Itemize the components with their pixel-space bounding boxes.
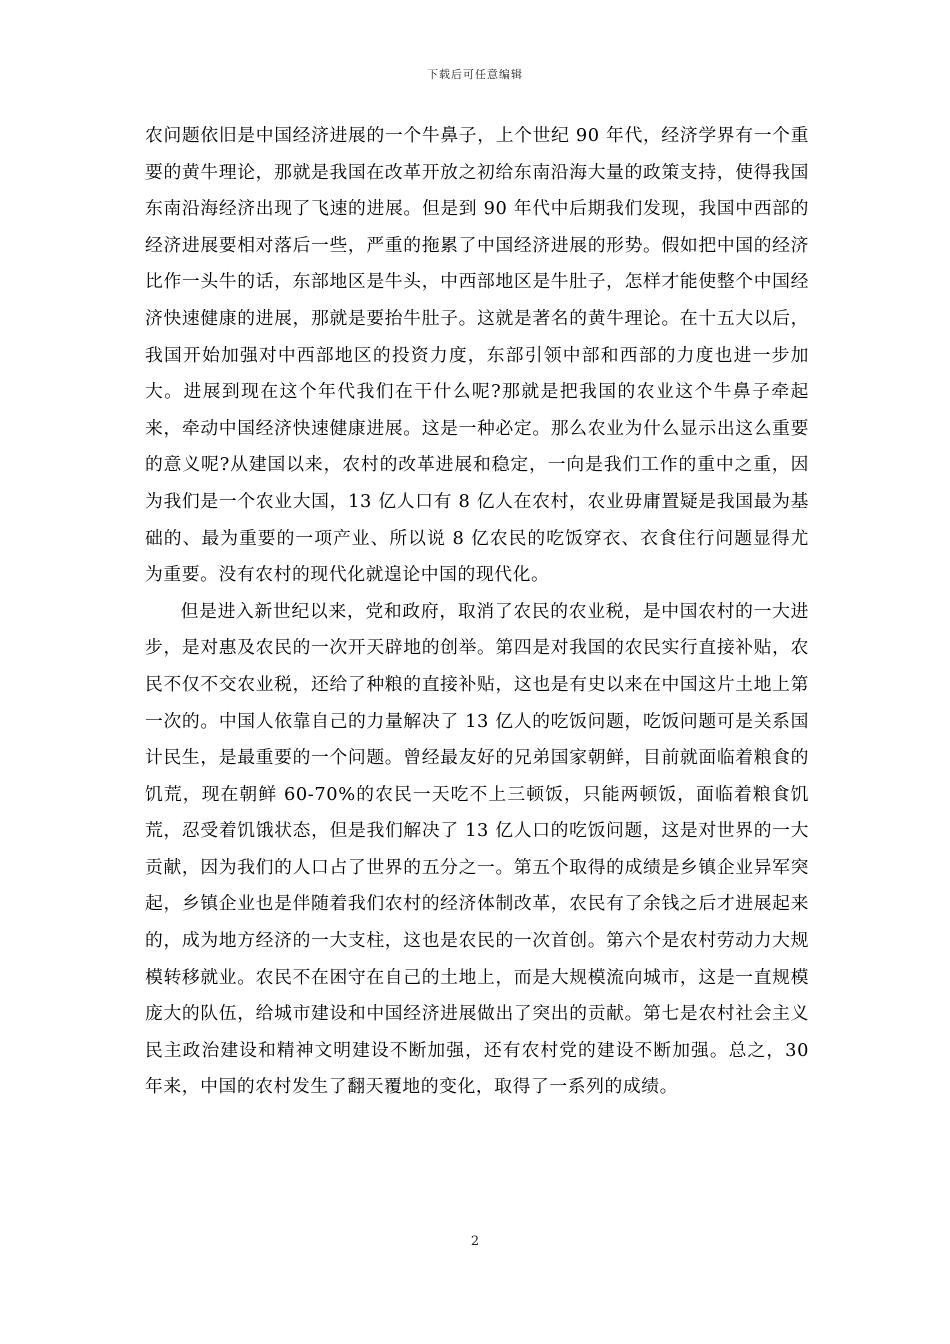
page-header: 下载后可任意编辑: [427, 68, 523, 81]
paragraph-2: 但是进入新世纪以来，党和政府，取消了农民的农业税，是中国农村的一大进步，是对惠及农民的一次开天辟地的创举。第四是对我国的农民实行直接补贴，农民不仅不交农业税，还给了种粮的直接补贴，这也是有史以来在中国这片土地上第一次的。中国人依靠自己的力量解决了 13 亿人的吃饭问题，吃饭问题可是关系国计民生，是最重要的一个问题。曾经最友好的兄弟国家朝鲜，目前就面临着粮食的饥荒，现在朝鲜 60-70%的农民一天吃不上三顿饭，只能两顿饭，面临着粮食饥荒，忍受着饥饿状态，但是我们解决了 13 亿人口的吃饭问题，这是对世界的一大贡献，因为我们的人口占了世界的五分之一。第五个取得的成绩是乡镇企业异军突起，乡镇企业也是伴随着我们农村的经济体制改革，农民有了余钱之后才进展起来的，成为地方经济的一大支柱，这也是农民的一次首创。第六个是农村劳动力大规模转移就业。农民不在困守在自己的土地上，而是大规模流向城市，这是一直规模庞大的队伍，给城市建设和中国经济进展做出了突出的贡献。第七是农村社会主义民主政治建设和精神文明建设不断加强，还有农村党的建设不断加强。总之，30 年来，中国的农村发生了翻天覆地的变化，取得了一系列的成绩。: [145, 600, 809, 1098]
document-body: [145, 118, 809, 1106]
paragraph-1: 农问题依旧是中国经济进展的一个牛鼻子，上个世纪 90 年代，经济学界有一个重要的黄牛理论，那就是我国在改革开放之初给东南沿海大量的政策支持，使得我国东南沿海经济出现了飞速的进展。但是到 90 年代中后期我们发现，我国中西部的经济进展要相对落后一些，严重的拖累了中国经济进展的形势。假如把中国的经济比作一头牛的话，东部地区是牛头，中西部地区是牛肚子，怎样才能使整个中国经济快速健康的进展，那就是要抬牛肚子。这就是著名的黄牛理论。在十五大以后，我国开始加强对中西部地区的投资力度，东部引领中部和西部的力度也进一步加大。进展到现在这个年代我们在干什么呢?那就是把我国的农业这个牛鼻子牵起来，牵动中国经济快速健康进展。这是一种必定。那么农业为什么显示出这么重要的意义呢?从建国以来，农村的改革进展和稳定，一向是我们工作的重中之重，因为我们是一个农业大国，13 亿人口有 8 亿人在农村，农业毋庸置疑是我国最为基础的、最为重要的一项产业、所以说 8 亿农民的吃饭穿衣、衣食住行问题显得尤为重要。没有农村的现代化就遑论中国的现代化。: [145, 125, 809, 586]
page-number: 2: [470, 1234, 480, 1249]
